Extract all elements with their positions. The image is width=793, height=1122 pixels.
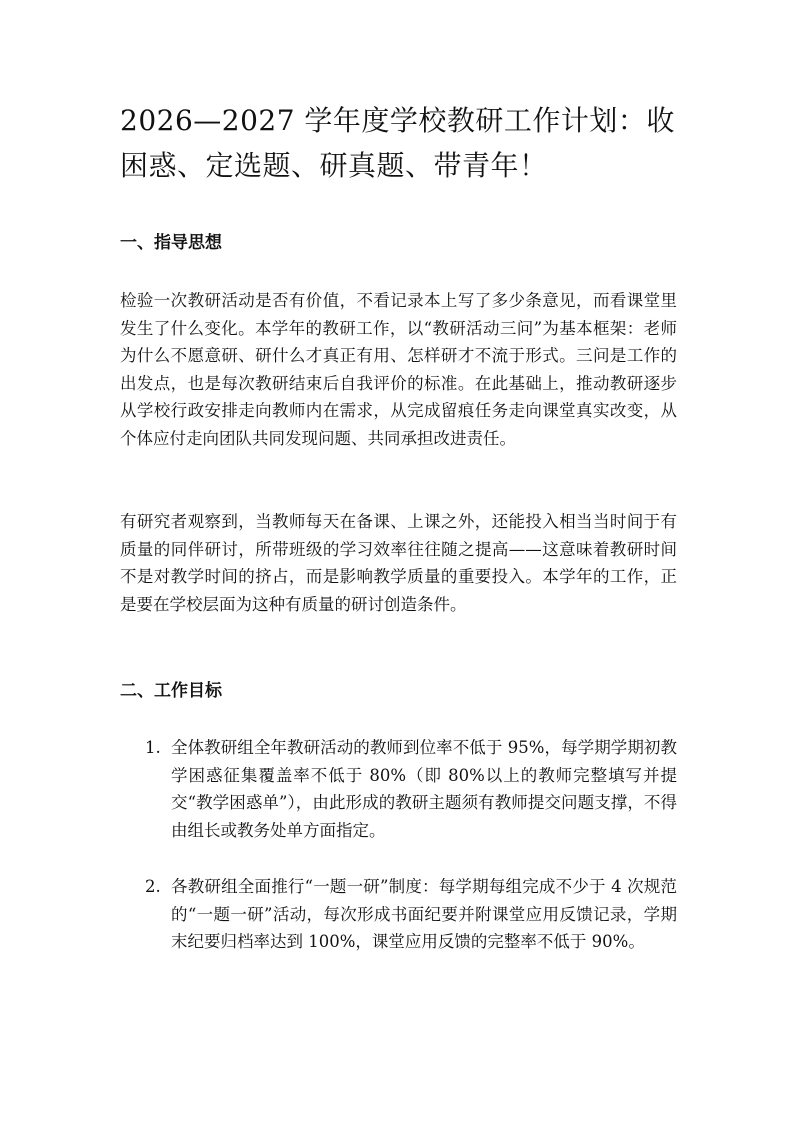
goal-number: 1.	[145, 738, 161, 757]
goal-text: 全体教研组全年教研活动的教师到位率不低于 95%，每学期学期初教学困惑征集覆盖率不低于 80%（即 80%以上的教师完整填写并提交“教学困惑单”），由此形成的教研主题须有教师提交问题支撑，不得由组长或教务处单方面指定。	[171, 738, 677, 840]
paragraph-guiding-ideology-1: 检验一次教研活动是否有价值，不看记录本上写了多少条意见，而看课堂里发生了什么变化。本学年的教研工作，以“教研活动三问”为基本框架：老师为什么不愿意研、研什么才真正有用、怎样研才不流于形式。三问是工作的出发点，也是每次教研结束后自我评价的标准。在此基础上，推动教研逐步从学校行政安排走向教师内在需求，从完成留痕任务走向课堂真实改变，从个体应付走向团队共同发现问题、共同承担改进责任。	[120, 291, 677, 448]
goal-number: 2.	[145, 877, 161, 896]
paragraph-guiding-ideology-2: 有研究者观察到，当教师每天在备课、上课之外，还能投入相当当时间于有质量的同伴研讨，所带班级的学习效率往往随之提高——这意味着教研时间不是对教学时间的挤占，而是影响教学质量的重要投入。本学年的工作，正是要在学校层面为这种有质量的研讨创造条件。	[120, 512, 677, 614]
section-heading-work-goals: 二、工作目标	[120, 681, 222, 701]
document-title: 2026—2027 学年度学校教研工作计划：收困惑、定选题、研真题、带青年！	[120, 104, 675, 182]
section-heading-guiding-ideology: 一、指导思想	[120, 233, 222, 253]
goal-text: 各教研组全面推行“一题一研”制度：每学期每组完成不少于 4 次规范的“一题一研”活动，每次形成书面纪要并附课堂应用反馈记录，学期末纪要归档率达到 100%，课堂应用反馈的完整率不低于 90%。	[171, 877, 677, 952]
